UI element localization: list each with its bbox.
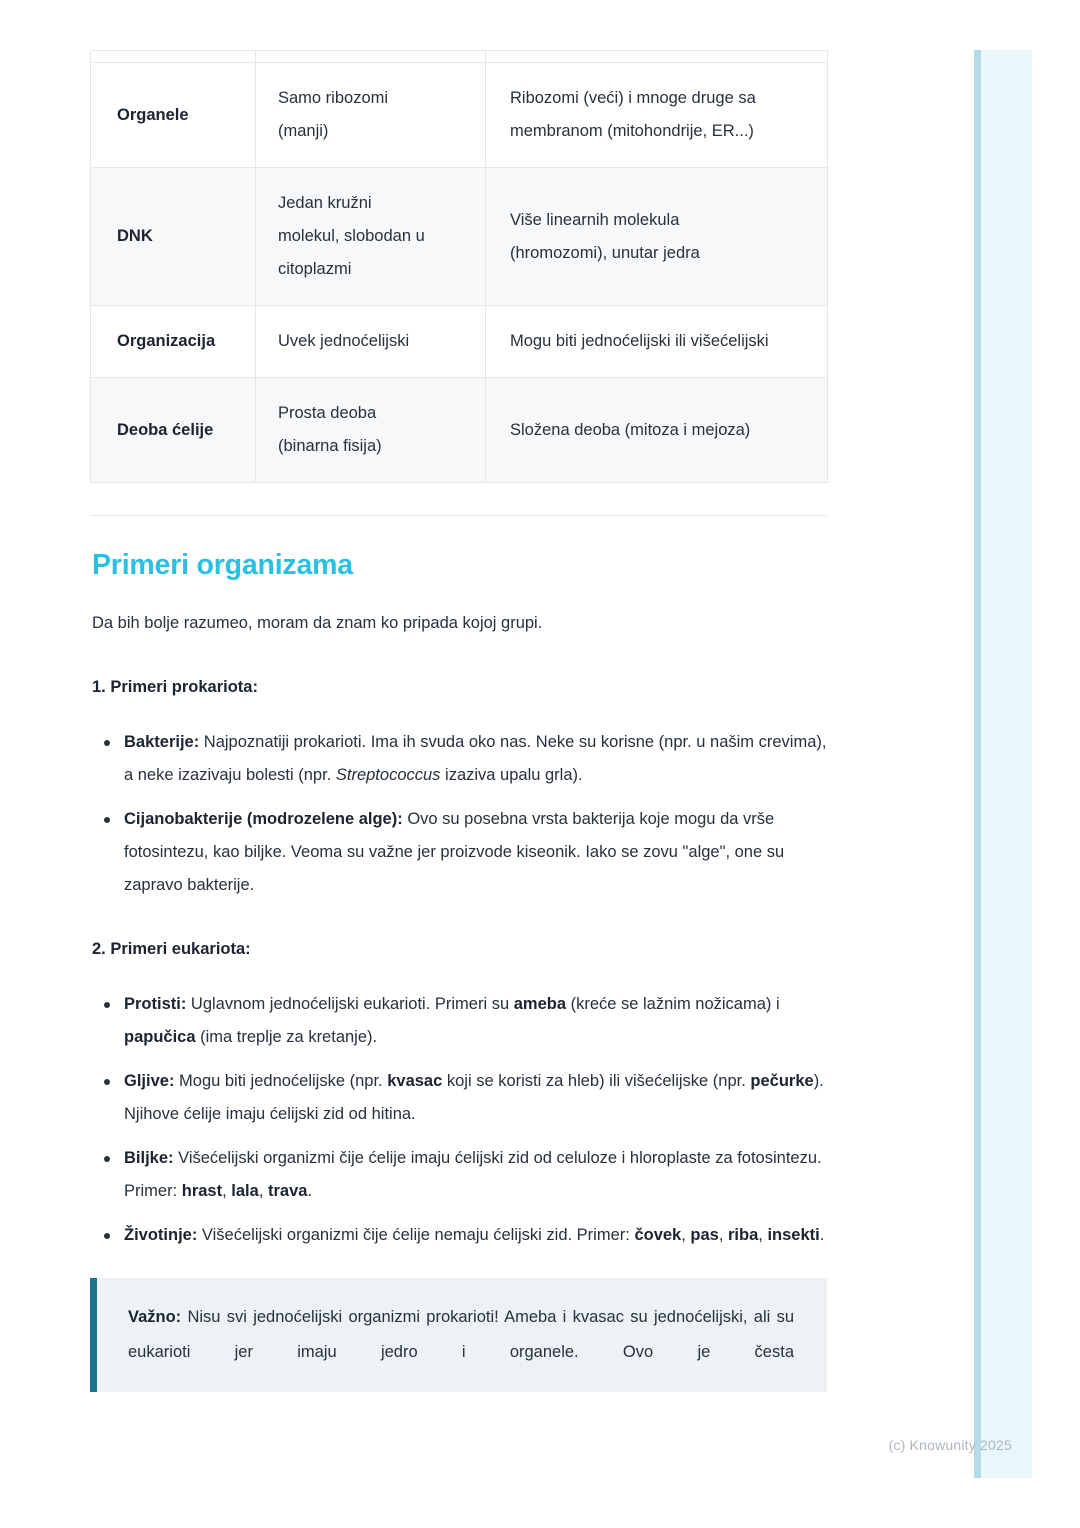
text-segment: (ima treplje za kretanje). (195, 1028, 378, 1046)
comparison-table (90, 50, 828, 483)
bold-text: Životinje: (124, 1226, 198, 1244)
bold-text: hrast (181, 1182, 223, 1200)
prokaryote-examples-list (90, 726, 827, 902)
table-cell-prokaryote: Samo ribozomi (manji) (256, 63, 486, 168)
bold-text: ameba (513, 995, 566, 1013)
comparison-table-body (91, 51, 828, 483)
text-segment: , (258, 1182, 268, 1200)
text-segment: Ovo su posebna vrsta bakterija koje mogu da vrše fotosintezu, kao biljke. Veoma su važne jer proizvode kiseonik. Iako se zovu "alge", one su zapravo bakterije. (124, 810, 785, 894)
table-row-label: DNK (91, 168, 256, 306)
bold-text: Bakterije: (124, 733, 200, 751)
text-segment: Višećelijski organizmi čije ćelije imaju ćelijski zid od celuloze i hloroplaste za fotosintezu. Primer: (124, 1149, 822, 1200)
text-segment: Najpoznatiji prokarioti. Ima ih svuda oko nas. Neke su korisne (npr. u našim crevima), a neke izazivaju bolesti (npr. (124, 733, 827, 784)
important-callout (90, 1278, 827, 1392)
text-segment: koji se koristi za hleb) ili višećelijske (npr. (442, 1072, 751, 1090)
subheading-prokaryotes: 1. Primeri prokariota: (92, 678, 258, 696)
bold-text: Gljive: (124, 1072, 175, 1090)
list-item (90, 1065, 827, 1131)
table-cell-prokaryote: Jedan kružni molekul, slobodan u citoplazmi (256, 168, 486, 306)
bold-text: trava (267, 1182, 308, 1200)
table-row-label: Organele (91, 63, 256, 168)
page-content (90, 50, 827, 1392)
table-row-label: Organizacija (91, 306, 256, 378)
table-cell-eukaryote: Mogu biti jednoćelijski ili višećelijski (486, 306, 828, 378)
text-segment: izaziva upalu grla). (440, 766, 583, 784)
table-cell-eukaryote: Više linearnih molekula (hromozomi), unutar jedra (486, 168, 828, 306)
bold-text: lala (231, 1182, 259, 1200)
table-row-partial (91, 51, 828, 63)
bold-text: Važno: (128, 1308, 182, 1326)
text-segment: Uglavnom jednoćelijski eukarioti. Primeri su (186, 995, 514, 1013)
text-segment: Višećelijski organizmi čije ćelije nemaju ćelijski zid. Primer: (197, 1226, 635, 1244)
list-item (90, 1219, 827, 1252)
table-cell-prokaryote: Prosta deoba (binarna fisija) (256, 378, 486, 483)
intro-paragraph: Da bih bolje razumeo, moram da znam ko pripada kojoj grupi. (92, 614, 543, 632)
text-segment: Nisu svi jednoćelijski organizmi prokarioti! Ameba i kvasac su jednoćelijski, ali su eukarioti jer imaju jedro i organele. Ovo je česta (128, 1308, 794, 1361)
bold-text: pečurke (750, 1072, 814, 1090)
section-divider (90, 515, 827, 516)
bold-text: pas (690, 1226, 719, 1244)
table-cell-eukaryote: Ribozomi (veći) i mnoge druge sa membranom (mitohondrije, ER...) (486, 63, 828, 168)
bold-text: Protisti: (124, 995, 187, 1013)
list-item (90, 1142, 827, 1208)
bold-text: kvasac (387, 1072, 443, 1090)
bold-text: insekti (767, 1226, 820, 1244)
table-cell-empty (256, 51, 486, 63)
list-item (90, 726, 827, 792)
text-segment: , (758, 1226, 768, 1244)
table-cell-eukaryote: Složena deoba (mitoza i mejoza) (486, 378, 828, 483)
bold-text: riba (728, 1226, 759, 1244)
table-row (91, 168, 828, 306)
callout-text (128, 1300, 794, 1370)
next-page-preview[interactable] (974, 50, 1032, 1478)
table-row-label: Deoba ćelije (91, 378, 256, 483)
text-segment: , (222, 1182, 232, 1200)
bold-text: Biljke: (124, 1149, 174, 1167)
bold-text: papučica (124, 1028, 196, 1046)
table-row (91, 378, 828, 483)
text-segment: . (819, 1226, 825, 1244)
list-item (90, 988, 827, 1054)
eukaryote-examples-list (90, 988, 827, 1252)
table-cell-empty (486, 51, 828, 63)
bold-text: čovek (634, 1226, 682, 1244)
table-cell-prokaryote: Uvek jednoćelijski (256, 306, 486, 378)
table-cell-empty (91, 51, 256, 63)
text-segment: , (718, 1226, 729, 1244)
table-row (91, 306, 828, 378)
table-row (91, 63, 828, 168)
section-heading: Primeri organizama (92, 549, 353, 581)
text-segment: ). Njihove ćelije imaju ćelijski zid od hitina. (124, 1072, 824, 1123)
copyright-watermark: (c) Knowunity 2025 (888, 1437, 1012, 1453)
subheading-eukaryotes: 2. Primeri eukariota: (92, 940, 251, 958)
text-segment: . (307, 1182, 313, 1200)
text-segment: , (681, 1226, 691, 1244)
text-segment: (kreće se lažnim nožicama) i (566, 995, 780, 1013)
bold-text: Cijanobakterije (modrozelene alge): (124, 810, 403, 828)
text-segment: Mogu biti jednoćelijske (npr. (174, 1072, 388, 1090)
italic-text: Streptococcus (335, 766, 441, 784)
list-item (90, 803, 827, 902)
